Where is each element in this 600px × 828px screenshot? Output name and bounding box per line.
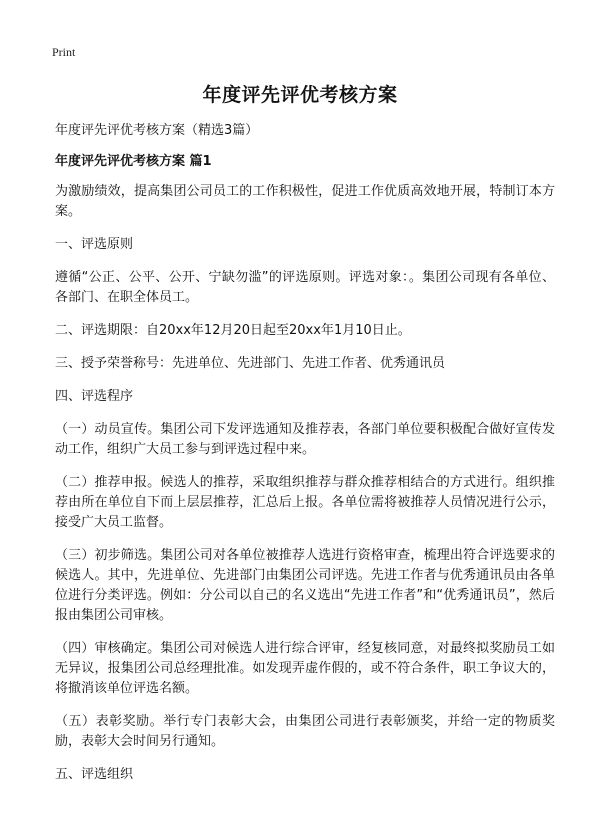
paragraph-intro: 为激励绩效，提高集团公司员工的工作积极性，促进工作优质高效地开展，特制订本方案。 bbox=[55, 184, 555, 219]
article-heading: 年度评先评优考核方案 篇1 bbox=[55, 154, 212, 169]
paragraph-step-3: （三）初步筛选。集团公司对各单位被推荐人选进行资格审查，梳理出符合评选要求的候选人。其中，先进单位、先进部门由集团公司评选。先进工作者与优秀通讯员由各单位进行分类评选。例如：分公司以自己的名义选出“先进工作者”和“优秀通讯员”，然后报由集团公司审核。 bbox=[55, 548, 555, 623]
document-body bbox=[55, 121, 555, 798]
paragraph-principles: 遵循“公正、公平、公开、宁缺勿滥”的评选原则。评选对象：。集团公司现有各单位、各部门、在职全体员工。 bbox=[55, 270, 555, 305]
document-title: 年度评先评优考核方案 bbox=[202, 84, 398, 106]
section-heading-procedure: 四、评选程序 bbox=[55, 389, 134, 404]
print-link[interactable]: Print bbox=[52, 45, 76, 59]
section-heading-organization: 五、评选组织 bbox=[55, 767, 134, 782]
paragraph-step-5: （五）表彰奖励。举行专门表彰大会，由集团公司进行表彰颁奖，并给一定的物质奖励，表彰大会时间另行通知。 bbox=[55, 714, 555, 749]
paragraph-step-2: （二）推荐申报。候选人的推荐，采取组织推荐与群众推荐相结合的方式进行。组织推荐由所在单位自下而上层层推荐，汇总后上报。各单位需将被推荐人员情况进行公示，接受广大员工监督。 bbox=[55, 475, 555, 530]
document-subtitle: 年度评先评优考核方案（精选3篇） bbox=[55, 123, 259, 138]
paragraph-step-4: （四）审核确定。集团公司对候选人进行综合评审，经复核同意，对最终拟奖励员工如无异议，报集团公司总经理批准。如发现弄虚作假的，或不符合条件，职工争议大的，将撤消该单位评选名额。 bbox=[55, 641, 555, 696]
section-heading-period: 二、评选期限：自20xx年12月20日起至20xx年1月10日止。 bbox=[55, 323, 411, 338]
paragraph-step-1: （一）动员宣传。集团公司下发评选通知及推荐表，各部门单位要积极配合做好宣传发动工作，组织广大员工参与到评选过程中来。 bbox=[55, 422, 555, 457]
section-heading-honors: 三、授予荣誉称号：先进单位、先进部门、先进工作者、优秀通讯员 bbox=[55, 356, 446, 371]
section-heading-principles: 一、评选原则 bbox=[55, 237, 134, 252]
